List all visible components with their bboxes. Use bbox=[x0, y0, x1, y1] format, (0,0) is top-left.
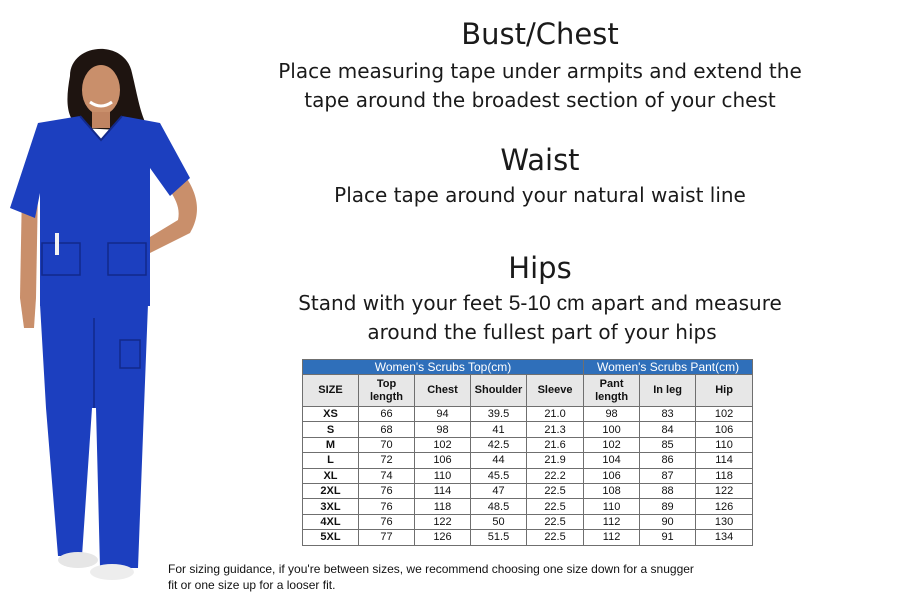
table-cell: 70 bbox=[359, 437, 415, 452]
table-cell: 44 bbox=[471, 453, 527, 468]
table-cell: 72 bbox=[359, 453, 415, 468]
col-header-chest: Chest bbox=[415, 375, 471, 407]
scrubs-top-group-header: Women's Scrubs Top(cm) bbox=[303, 360, 584, 375]
size-cell: 4XL bbox=[303, 514, 359, 529]
sizing-note-line-2: fit or one size up for a looser fit. bbox=[168, 578, 336, 592]
col-header-inleg: In leg bbox=[640, 375, 696, 407]
table-cell: 134 bbox=[696, 530, 753, 545]
table-cell: 102 bbox=[584, 437, 640, 452]
table-cell: 89 bbox=[640, 499, 696, 514]
bust-chest-section bbox=[240, 17, 840, 115]
table-cell: 45.5 bbox=[471, 468, 527, 483]
table-row bbox=[303, 499, 753, 514]
table-cell: 91 bbox=[640, 530, 696, 545]
table-cell: 130 bbox=[696, 514, 753, 529]
table-cell: 22.5 bbox=[527, 499, 584, 514]
col-header-pant-length-l1: Pant bbox=[599, 377, 624, 390]
table-cell: 39.5 bbox=[471, 407, 527, 422]
table-cell: 22.5 bbox=[527, 483, 584, 498]
table-cell: 94 bbox=[415, 407, 471, 422]
hips-heading: Hips bbox=[508, 251, 572, 285]
table-cell: 86 bbox=[640, 453, 696, 468]
table-cell: 114 bbox=[415, 483, 471, 498]
table-row bbox=[303, 437, 753, 452]
table-row bbox=[303, 453, 753, 468]
table-cell: 118 bbox=[696, 468, 753, 483]
col-header-size: SIZE bbox=[303, 375, 359, 407]
table-group-header-row bbox=[303, 360, 753, 375]
size-cell: S bbox=[303, 422, 359, 437]
size-cell: 3XL bbox=[303, 499, 359, 514]
table-row bbox=[303, 407, 753, 422]
table-cell: 21.9 bbox=[527, 453, 584, 468]
bust-chest-instructions bbox=[240, 57, 840, 115]
hips-line-1-start: Stand with your feet bbox=[298, 291, 509, 315]
table-cell: 100 bbox=[584, 422, 640, 437]
waist-section bbox=[240, 143, 840, 210]
table-cell: 22.5 bbox=[527, 530, 584, 545]
table-cell: 110 bbox=[415, 468, 471, 483]
table-cell: 88 bbox=[640, 483, 696, 498]
table-cell: 51.5 bbox=[471, 530, 527, 545]
table-cell: 106 bbox=[415, 453, 471, 468]
hips-line-1-end: apart and measure bbox=[584, 291, 782, 315]
table-row bbox=[303, 514, 753, 529]
col-header-top-length-l1: Top bbox=[376, 377, 397, 390]
table-cell: 118 bbox=[415, 499, 471, 514]
hips-instructions bbox=[240, 289, 840, 347]
table-cell: 106 bbox=[584, 468, 640, 483]
table-cell: 114 bbox=[696, 453, 753, 468]
hips-section bbox=[240, 251, 840, 347]
table-cell: 76 bbox=[359, 483, 415, 498]
size-cell: XL bbox=[303, 468, 359, 483]
waist-heading: Waist bbox=[500, 143, 580, 177]
table-cell: 66 bbox=[359, 407, 415, 422]
table-cell: 106 bbox=[696, 422, 753, 437]
col-header-pant-length bbox=[584, 375, 640, 407]
size-chart-table bbox=[302, 359, 753, 546]
table-cell: 87 bbox=[640, 468, 696, 483]
table-cell: 83 bbox=[640, 407, 696, 422]
table-cell: 126 bbox=[696, 499, 753, 514]
sizing-guidance-note bbox=[168, 561, 768, 593]
table-cell: 21.0 bbox=[527, 407, 584, 422]
col-header-shoulder: Shoulder bbox=[471, 375, 527, 407]
table-cell: 112 bbox=[584, 514, 640, 529]
table-row bbox=[303, 422, 753, 437]
table-cell: 102 bbox=[696, 407, 753, 422]
table-cell: 42.5 bbox=[471, 437, 527, 452]
table-cell: 122 bbox=[696, 483, 753, 498]
table-cell: 98 bbox=[584, 407, 640, 422]
table-cell: 84 bbox=[640, 422, 696, 437]
table-cell: 102 bbox=[415, 437, 471, 452]
model-in-scrubs-image bbox=[0, 28, 215, 588]
table-cell: 112 bbox=[584, 530, 640, 545]
col-header-top-length-l2: length bbox=[370, 390, 403, 403]
table-cell: 126 bbox=[415, 530, 471, 545]
col-header-hip: Hip bbox=[696, 375, 753, 407]
table-cell: 108 bbox=[584, 483, 640, 498]
scrubs-pant-group-header: Women's Scrubs Pant(cm) bbox=[584, 360, 753, 375]
table-cell: 122 bbox=[415, 514, 471, 529]
size-cell: M bbox=[303, 437, 359, 452]
table-column-header-row bbox=[303, 375, 753, 407]
table-cell: 85 bbox=[640, 437, 696, 452]
table-cell: 110 bbox=[696, 437, 753, 452]
table-row bbox=[303, 468, 753, 483]
table-cell: 76 bbox=[359, 499, 415, 514]
col-header-sleeve: Sleeve bbox=[527, 375, 584, 407]
table-cell: 77 bbox=[359, 530, 415, 545]
size-cell: L bbox=[303, 453, 359, 468]
table-row bbox=[303, 483, 753, 498]
sizing-note-line-1: For sizing guidance, if you're between sizes, we recommend choosing one size down for a snugger bbox=[168, 562, 694, 576]
size-cell: 5XL bbox=[303, 530, 359, 545]
table-cell: 74 bbox=[359, 468, 415, 483]
hips-feet-distance: 5-10 cm bbox=[508, 292, 585, 315]
table-cell: 76 bbox=[359, 514, 415, 529]
table-cell: 21.6 bbox=[527, 437, 584, 452]
table-cell: 104 bbox=[584, 453, 640, 468]
table-cell: 68 bbox=[359, 422, 415, 437]
table-cell: 90 bbox=[640, 514, 696, 529]
bust-chest-heading: Bust/Chest bbox=[461, 17, 619, 51]
table-cell: 22.2 bbox=[527, 468, 584, 483]
size-cell: XS bbox=[303, 407, 359, 422]
table-cell: 41 bbox=[471, 422, 527, 437]
waist-instructions: Place tape around your natural waist line bbox=[334, 183, 746, 207]
table-cell: 22.5 bbox=[527, 514, 584, 529]
table-cell: 21.3 bbox=[527, 422, 584, 437]
table-cell: 48.5 bbox=[471, 499, 527, 514]
table-cell: 98 bbox=[415, 422, 471, 437]
size-cell: 2XL bbox=[303, 483, 359, 498]
table-row bbox=[303, 530, 753, 545]
hips-line-2: around the fullest part of your hips bbox=[367, 320, 717, 344]
bust-chest-line-2: tape around the broadest section of your chest bbox=[304, 88, 776, 112]
bust-chest-line-1: Place measuring tape under armpits and extend the bbox=[278, 59, 802, 83]
table-cell: 47 bbox=[471, 483, 527, 498]
col-header-top-length bbox=[359, 375, 415, 407]
table-cell: 110 bbox=[584, 499, 640, 514]
col-header-pant-length-l2: length bbox=[595, 390, 629, 403]
table-cell: 50 bbox=[471, 514, 527, 529]
